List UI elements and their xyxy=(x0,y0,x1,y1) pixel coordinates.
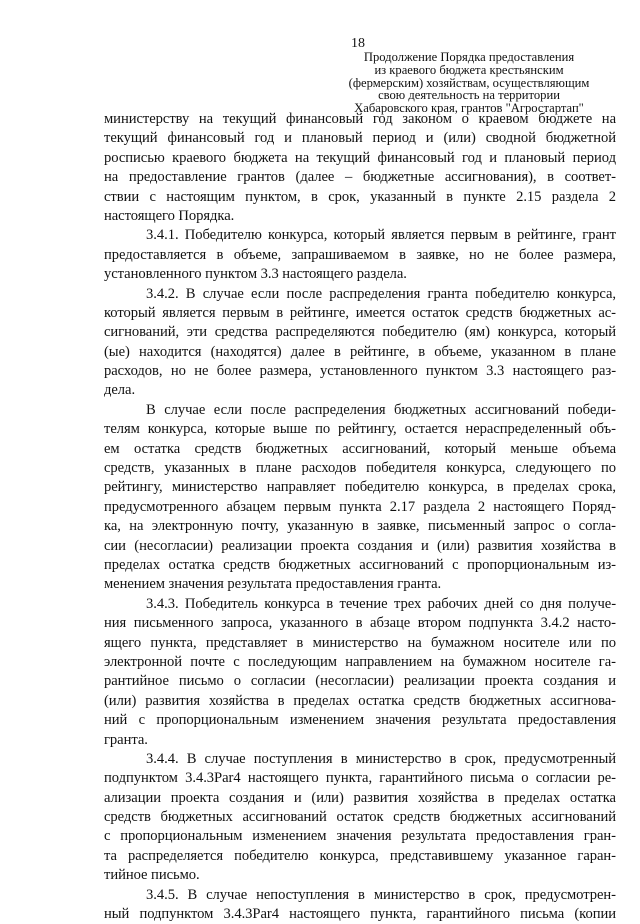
text-line: менением значения результата предоставления гранта. xyxy=(104,576,442,593)
text-line: 3.4.1. Победителю конкурса, который является первым в рейтинге, грант xyxy=(146,227,616,244)
text-line: установленного пунктом 3.3 настоящего раздела. xyxy=(104,266,407,283)
text-line: ствии с настоящим пунктом, в срок, указанный в пункте 2.15 раздела 2 xyxy=(104,188,616,205)
text-line: 3.4.4. В случае поступления в министерство в срок, предусмотренный xyxy=(146,750,616,767)
text-line: ний с пропорциональным изменением значения результата предоставления xyxy=(104,712,616,729)
text-line: (ые) находится (находятся) далее в рейтинге, в объеме, указанном в плане xyxy=(104,343,616,360)
text-line: сигнований, эти средства распределяются победителю (ям) конкурса, который xyxy=(104,324,616,341)
text-line: телям конкурса, которые выше по рейтингу, остается нераспределенный объ- xyxy=(104,421,616,438)
header-line: Хабаровского края, грантов "Агростартап" xyxy=(354,101,584,116)
text-line: ящего пункта, представляет в министерство на бумажном носителе или по xyxy=(104,634,616,651)
text-line: рантийное письмо о согласии (несогласии) реализации проекта создания и xyxy=(104,673,616,690)
text-line: который является первым в рейтинге, имеется остаток средств бюджетных ас- xyxy=(104,304,616,321)
text-line: 3.4.2. В случае если после распределения гранта победителю конкурса, xyxy=(146,285,616,302)
text-line: дела. xyxy=(104,382,136,399)
text-line: (или) развития хозяйства в пределах остатка средств бюджетных ассигнова- xyxy=(104,692,616,709)
text-line: 3.4.5. В случае непоступления в министерство в срок, предусмотрен- xyxy=(146,886,616,903)
text-line: предусмотренного абзацем первым пункта 2.17 раздела 2 настоящего Поряд- xyxy=(104,498,616,515)
continuation-header xyxy=(334,51,604,115)
text-line: настоящего Порядка. xyxy=(104,207,235,224)
text-line: электронной почте с последующим направлением на бумажном носителе га- xyxy=(104,653,616,670)
text-line: на предоставление грантов (далее – бюджетные ассигнования), в соответ- xyxy=(104,169,616,186)
text-line: министерству на текущий финансовый год законом о краевом бюджете на xyxy=(104,111,616,127)
page-number: 18 xyxy=(351,36,365,51)
text-line: ем остатка средств бюджетных ассигнований, который меньше объема xyxy=(104,440,616,457)
text-line: гранта. xyxy=(104,731,148,748)
text-line: текущий финансовый год и плановый период и (или) сводной бюджетной xyxy=(104,130,616,147)
text-line: та распределяется победителю конкурса, представившему указанное гаран- xyxy=(104,847,616,864)
text-line: рейтингу, министерство направляет победителю конкурса, в пределах срока, xyxy=(104,479,616,496)
header-line: (фермерским) хозяйствам, осуществляющим xyxy=(348,75,590,90)
text-line: расходов, но не более размера, установленного пунктом 3.3 настоящего раз- xyxy=(104,363,616,380)
text-line: росписью краевого бюджета на текущий финансовый год и плановый период xyxy=(104,149,616,166)
text-line: ния письменного запроса, указанного в абзаце втором подпункта 3.4.2 насто- xyxy=(104,615,616,632)
text-line: с пропорциональным изменением значения результата предоставления гран- xyxy=(104,828,616,845)
text-line: сии (несогласии) реализации проекта создания и (или) развития хозяйства в xyxy=(104,537,616,554)
header-line: Продолжение Порядка предоставления xyxy=(363,50,575,64)
text-line: В случае если после распределения бюджетных ассигнований победи- xyxy=(146,401,616,418)
text-line: средств бюджетных ассигнований остаток средств бюджетных ассигнований xyxy=(104,809,616,826)
text-line: ный подпунктом 3.4.3Par4 настоящего пункта, гарантийного письма (копии xyxy=(104,906,616,923)
text-line: средств, указанных в плане расходов победителя конкурса, следующего по xyxy=(104,460,616,477)
header-line: из краевого бюджета крестьянским xyxy=(374,62,564,77)
text-line: тийное письмо. xyxy=(104,867,200,884)
text-line: предоставляется в объеме, запрашиваемом в заявке, но не более размера, xyxy=(104,246,616,263)
body-text xyxy=(104,110,616,924)
text-line: пределах остатка средств бюджетных ассигнований с пропорциональным из- xyxy=(104,556,616,573)
header-line: свою деятельность на территории xyxy=(378,88,560,103)
text-line: подпунктом 3.4.3Par4 настоящего пункта, гарантийного письма о согласии ре- xyxy=(104,770,616,787)
text-line: ализации проекта создания и (или) развития хозяйства в пределах остатка xyxy=(104,789,616,806)
text-line: 3.4.3. Победитель конкурса в течение трех рабочих дней со дня получе- xyxy=(146,595,616,612)
text-line: ка, на электронную почту, указанную в заявке, письменный запрос о согла- xyxy=(104,518,616,535)
